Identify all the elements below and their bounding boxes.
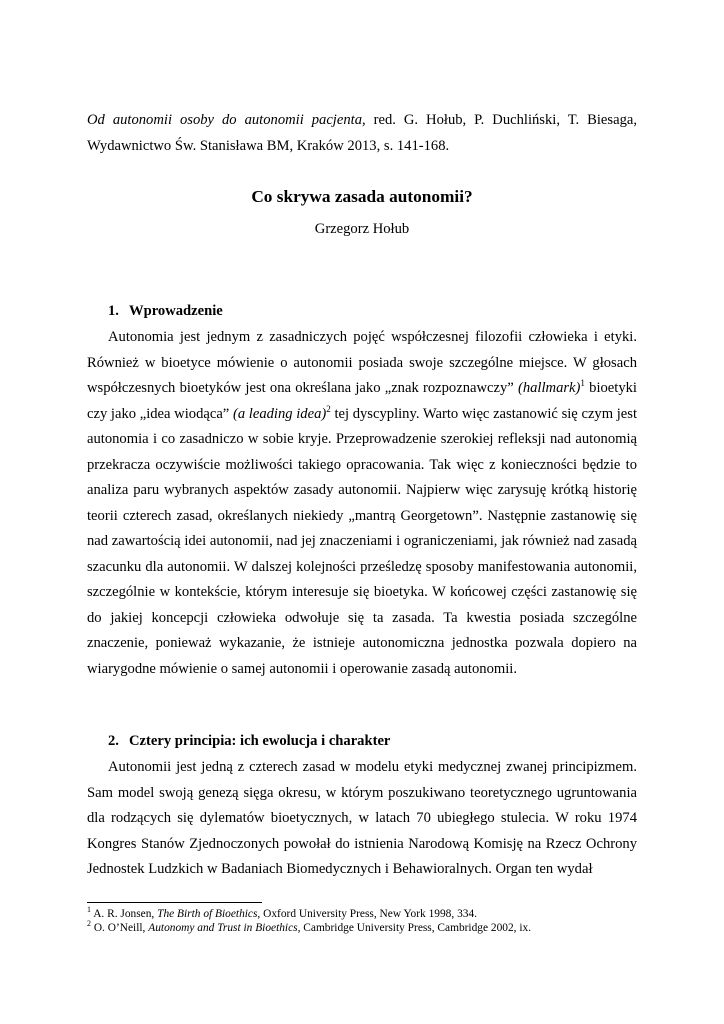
section-2-paragraph: Autonomii jest jedną z czterech zasad w modelu etyki medycznej zwanej principizmem. Sam model swoją genezą sięga okresu, w którym poszukiwano teoretycznego ugruntowania dla rodzących się dylematów bioetycznych, w latach 70 ubiegłego stulecia. W roku 1974 Kongres Stanów Zjednoczonych powołał do istnienia Narodową Komisję na Rzecz Ochrony Jednostek Ludzkich w Badaniach Biomedycznych i Behawioralnych. Organ ten wydał xyxy=(87,759,637,877)
footnote-book-title: Autonomy and Trust in Bioethics xyxy=(148,922,298,934)
paragraph-text: bioetyki czy jako „idea wiodąca” xyxy=(87,380,637,422)
footnote-number: 1 xyxy=(87,905,91,915)
footnote-1 xyxy=(87,907,647,921)
footnote-text: O. O’Neill, xyxy=(90,922,149,934)
paragraph-text: Autonomia jest jednym z zasadniczych pojęć współczesnej filozofii człowieka i etyki. Również w bioetyce mówienie o autonomii posiada swoje szczególne miejsce. W głosach współczesnych bioetyków jest ona określana jako „znak rozpoznawczy” xyxy=(87,329,637,396)
section-2-number: 2. xyxy=(108,733,119,749)
section-1-title: Wprowadzenie xyxy=(129,303,223,319)
footnote-text: , Cambridge University Press, Cambridge 2002, ix. xyxy=(297,922,532,934)
section-2-title: Cztery principia: ich ewolucja i charakter xyxy=(129,733,391,749)
footnote-separator xyxy=(87,902,262,903)
footnote-book-title: The Birth of Bioethics xyxy=(157,908,258,920)
footnotes xyxy=(87,907,647,935)
footnote-reference-2[interactable]: 2 xyxy=(326,403,331,414)
paragraph-text: tej dyscypliny. Warto więc zastanowić się czym jest autonomia i co zasadniczo w sobie kryje. Przeprowadzenie szerokiej refleksji nad autonomią przekracza oczywiście możliwości takiego opracowania. Tak więc z konieczności będzie to analiza paru wybranych aspektów zasady autonomii. Najpierw więc zarysuję krótką historię teorii czterech zasad, określanych niekiedy „mantrą Georgetown”. Następnie zastanowię się nad zawartością idei autonomii, nad jej znaczeniami i ograniczeniami, jak również nad zasadą szacunku dla autonomii. W dalszej kolejności prześledzę sposoby manifestowania autonomii, szczególnie w kontekście, którym interesuje się bioetyka. W końcowej części zastanowię się do jakiej koncepcji człowieka odwołuje się ta zasada. Ta kwestia posiada szczególne znaczenie, ponieważ wykazanie, że istnieje autonomiczna jednostka pozwala dopiero na wiarygodne mówienie o samej autonomii i operowanie zasadą autonomii. xyxy=(87,405,638,677)
article-title: Co skrywa zasada autonomii? xyxy=(251,187,473,206)
footnote-reference-1[interactable]: 1 xyxy=(580,378,585,389)
footnote-text: A. R. Jonsen, xyxy=(90,908,158,920)
citation-details: , red. G. Hołub, P. Duchliński, T. Biesaga, Wydawnictwo Św. Stanisława BM, Kraków 2013, s. 141-168. xyxy=(87,112,637,154)
paragraph-italic-term: (hallmark) xyxy=(517,380,581,396)
footnote-2 xyxy=(87,921,647,935)
footnote-number: 2 xyxy=(87,919,91,929)
section-1-number: 1. xyxy=(108,303,119,319)
section-1-paragraph xyxy=(87,325,637,682)
footnote-text: , Oxford University Press, New York 1998, 334. xyxy=(257,908,478,920)
section-2-heading xyxy=(108,731,390,751)
book-title: Od autonomii osoby do autonomii pacjenta xyxy=(87,112,362,128)
paragraph-italic-term: (a leading idea) xyxy=(232,405,327,422)
section-1-heading xyxy=(108,301,223,321)
article-author: Grzegorz Hołub xyxy=(314,221,410,237)
source-citation xyxy=(87,108,637,159)
